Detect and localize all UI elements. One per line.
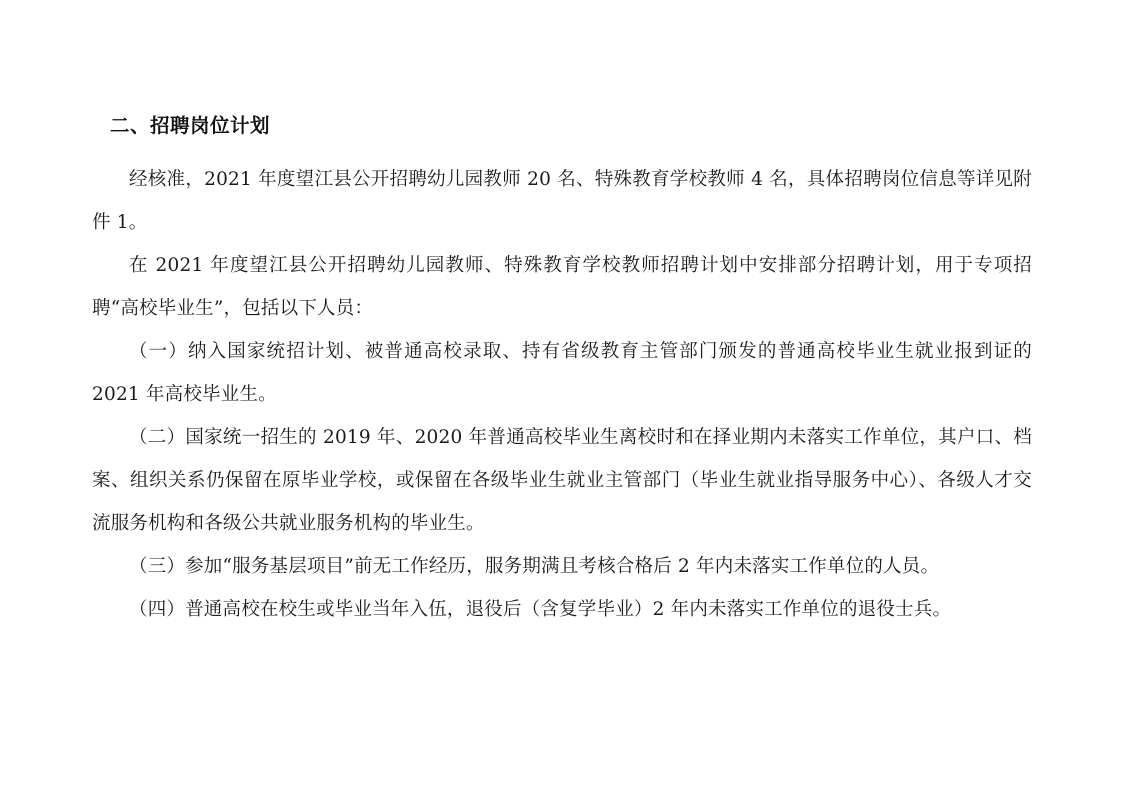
paragraph-3: （一）纳入国家统招计划、被普通高校录取、持有省级教育主管部门颁发的普通高校毕业生就业报到证的 2021 年高校毕业生。 bbox=[92, 341, 1032, 405]
paragraph-6: （四）普通高校在校生或毕业当年入伍，退役后（含复学毕业）2 年内未落实工作单位的退役士兵。 bbox=[129, 599, 952, 620]
paragraph-4: （二）国家统一招生的 2019 年、2020 年普通高校毕业生离校时和在择业期内未落实工作单位，其户口、档案、组织关系仍保留在原毕业学校，或保留在各级毕业生就业主管部门（毕业生就业指导服务中心）、各级人才交流服务机构和各级公共就业服务机构的毕业生。 bbox=[92, 427, 1032, 534]
document-body bbox=[92, 110, 1032, 631]
paragraph-5: （三）参加“服务基层项目”前无工作经历，服务期满且考核合格后 2 年内未落实工作单位的人员。 bbox=[129, 556, 940, 577]
section-heading: 二、招聘岗位计划 bbox=[110, 114, 271, 137]
paragraph-1: 经核准，2021 年度望江县公开招聘幼儿园教师 20 名、特殊教育学校教师 4 名，具体招聘岗位信息等详见附件 1。 bbox=[92, 169, 1032, 233]
paragraph-2: 在 2021 年度望江县公开招聘幼儿园教师、特殊教育学校教师招聘计划中安排部分招聘计划，用于专项招聘“高校毕业生”，包括以下人员： bbox=[92, 255, 1032, 319]
